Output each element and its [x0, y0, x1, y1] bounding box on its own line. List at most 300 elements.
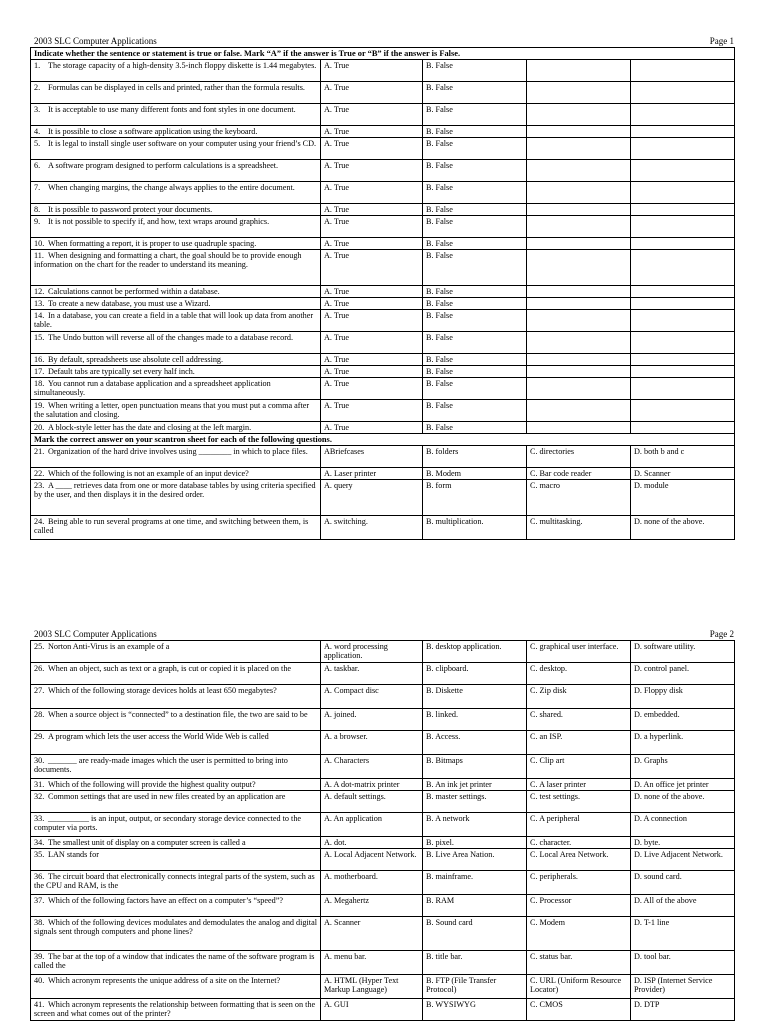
- answer-option-b: B. title bar.: [423, 951, 527, 975]
- question-cell: [31, 138, 321, 160]
- question-cell: [31, 871, 321, 895]
- question-row: [31, 446, 735, 468]
- question-cell: [31, 791, 321, 813]
- answer-option-a: A. switching.: [321, 516, 423, 540]
- question-number: 6.: [34, 161, 41, 170]
- answer-option-a: A. default settings.: [321, 791, 423, 813]
- answer-option-b: B. False: [423, 400, 527, 422]
- answer-option-d: D. control panel.: [631, 663, 735, 685]
- question-text: The storage capacity of a high-density 3.5-inch floppy diskette is 1.44 megabytes.: [48, 61, 317, 70]
- answer-option-b: B. False: [423, 204, 527, 216]
- answer-option-d: [631, 216, 735, 238]
- answer-option-d: D. Graphs: [631, 755, 735, 779]
- answer-option-b: B. Sound card: [423, 917, 527, 951]
- page-header: [30, 628, 736, 640]
- header-title: 2003 SLC Computer Applications: [34, 36, 157, 46]
- answer-option-d: [631, 160, 735, 182]
- question-text: The circuit board that electronically connects integral parts of the system, such as the CPU and RAM, is the: [34, 872, 315, 890]
- question-cell: [31, 516, 321, 540]
- answer-option-d: D. ISP (Internet Service Provider): [631, 975, 735, 999]
- answer-option-d: [631, 182, 735, 204]
- page-number: Page 1: [709, 36, 734, 46]
- answer-option-a: A. Local Adjacent Network.: [321, 849, 423, 871]
- question-number: 12.: [34, 287, 45, 296]
- answer-option-c: [527, 354, 631, 366]
- answer-option-a: A. True: [321, 400, 423, 422]
- answer-option-d: D. An office jet printer: [631, 779, 735, 791]
- answer-option-c: [527, 286, 631, 298]
- question-cell: [31, 378, 321, 400]
- answer-option-a: A. True: [321, 60, 423, 82]
- question-number: 37.: [34, 896, 45, 905]
- answer-option-b: B. False: [423, 286, 527, 298]
- question-number: 14.: [34, 311, 45, 320]
- answer-option-d: D. byte.: [631, 837, 735, 849]
- answer-option-b: B. form: [423, 480, 527, 516]
- question-text: __________ is an input, output, or secondary storage device connected to the computer via ports.: [34, 814, 302, 832]
- section-title: Indicate whether the sentence or statement is true or false. Mark “A” if the answer is True or “B” if the answer is False.: [31, 48, 735, 60]
- answer-option-c: C. an ISP.: [527, 731, 631, 755]
- answer-option-d: [631, 104, 735, 126]
- answer-option-d: D. Scanner: [631, 468, 735, 480]
- answer-option-a: A. word processing application.: [321, 641, 423, 663]
- answer-option-b: B. False: [423, 422, 527, 434]
- answer-option-c: [527, 60, 631, 82]
- question-cell: [31, 216, 321, 238]
- answer-option-c: C. A laser printer: [527, 779, 631, 791]
- answer-option-a: A. True: [321, 286, 423, 298]
- question-table-page-2: [30, 640, 735, 1021]
- answer-option-d: D. both b and c: [631, 446, 735, 468]
- answer-option-d: [631, 400, 735, 422]
- answer-option-b: B. False: [423, 182, 527, 204]
- answer-option-b: B. False: [423, 138, 527, 160]
- question-text: Which of the following storage devices holds at least 650 megabytes?: [48, 686, 277, 695]
- question-number: 33.: [34, 814, 45, 823]
- question-cell: [31, 663, 321, 685]
- question-row: [31, 182, 735, 204]
- answer-option-a: A. True: [321, 298, 423, 310]
- question-cell: [31, 849, 321, 871]
- answer-option-b: B. clipboard.: [423, 663, 527, 685]
- answer-option-b: B. False: [423, 298, 527, 310]
- answer-option-b: B. master settings.: [423, 791, 527, 813]
- answer-option-b: B. Live Area Nation.: [423, 849, 527, 871]
- question-cell: [31, 82, 321, 104]
- answer-option-a: A. menu bar.: [321, 951, 423, 975]
- question-row: [31, 422, 735, 434]
- answer-option-c: [527, 332, 631, 354]
- question-number: 28.: [34, 710, 45, 719]
- question-cell: [31, 975, 321, 999]
- question-row: [31, 216, 735, 238]
- answer-option-b: B. False: [423, 126, 527, 138]
- answer-option-a: A. True: [321, 82, 423, 104]
- answer-option-a: A. GUI: [321, 999, 423, 1021]
- answer-option-b: B. Modem: [423, 468, 527, 480]
- answer-option-a: A. True: [321, 104, 423, 126]
- question-text: It is possible to close a software application using the keyboard.: [48, 127, 258, 136]
- answer-option-c: C. test settings.: [527, 791, 631, 813]
- answer-option-b: B. False: [423, 104, 527, 126]
- answer-option-d: [631, 82, 735, 104]
- question-text: Which of the following factors have an effect on a computer’s “speed”?: [48, 896, 283, 905]
- answer-option-a: A. True: [321, 216, 423, 238]
- question-cell: [31, 779, 321, 791]
- answer-option-d: [631, 238, 735, 250]
- question-row: [31, 731, 735, 755]
- answer-option-a: A. True: [321, 182, 423, 204]
- question-row: [31, 663, 735, 685]
- answer-option-a: A. joined.: [321, 709, 423, 731]
- question-number: 29.: [34, 732, 45, 741]
- answer-option-c: C. Local Area Network.: [527, 849, 631, 871]
- answer-option-d: [631, 204, 735, 216]
- question-cell: [31, 104, 321, 126]
- question-row: [31, 126, 735, 138]
- question-text: _______ are ready-made images which the user is permitted to bring into documents.: [34, 756, 288, 774]
- answer-option-a: A. An application: [321, 813, 423, 837]
- question-cell: [31, 204, 321, 216]
- question-cell: [31, 298, 321, 310]
- answer-option-a: A. True: [321, 126, 423, 138]
- answer-option-d: [631, 332, 735, 354]
- question-row: [31, 238, 735, 250]
- question-cell: [31, 999, 321, 1021]
- answer-option-c: [527, 216, 631, 238]
- question-cell: [31, 755, 321, 779]
- question-cell: [31, 917, 321, 951]
- question-row: [31, 709, 735, 731]
- question-text: You cannot run a database application and a spreadsheet application simultaneously.: [34, 379, 271, 397]
- question-cell: [31, 400, 321, 422]
- answer-option-d: [631, 310, 735, 332]
- answer-option-a: A. True: [321, 332, 423, 354]
- question-row: [31, 779, 735, 791]
- question-number: 7.: [34, 183, 41, 192]
- answer-option-d: D. All of the above: [631, 895, 735, 917]
- question-number: 8.: [34, 205, 41, 214]
- answer-option-b: B. False: [423, 82, 527, 104]
- question-row: [31, 138, 735, 160]
- answer-option-d: [631, 126, 735, 138]
- answer-option-d: D. T-1 line: [631, 917, 735, 951]
- answer-option-b: B. False: [423, 216, 527, 238]
- section-instructions-multiple-choice: [31, 434, 735, 446]
- question-cell: [31, 286, 321, 298]
- answer-option-a: A. Compact disc: [321, 685, 423, 709]
- answer-option-a: A. True: [321, 160, 423, 182]
- answer-option-c: [527, 400, 631, 422]
- answer-option-c: [527, 138, 631, 160]
- exam-page-1: [30, 35, 736, 540]
- question-row: [31, 298, 735, 310]
- answer-option-b: B. False: [423, 332, 527, 354]
- question-number: 16.: [34, 355, 45, 364]
- question-cell: [31, 731, 321, 755]
- question-cell: [31, 422, 321, 434]
- question-text: Which acronym represents the relationship between formatting that is seen on the screen and what comes out of the printer?: [34, 1000, 316, 1018]
- answer-option-d: D. module: [631, 480, 735, 516]
- answer-option-c: C. Processor: [527, 895, 631, 917]
- question-row: [31, 951, 735, 975]
- answer-option-d: D. none of the above.: [631, 791, 735, 813]
- question-row: [31, 999, 735, 1021]
- question-text: It is legal to install single user software on your computer using your friend’s CD.: [48, 139, 317, 148]
- answer-option-d: D. software utility.: [631, 641, 735, 663]
- question-row: [31, 60, 735, 82]
- answer-option-b: B. multiplication.: [423, 516, 527, 540]
- answer-option-c: C. Clip art: [527, 755, 631, 779]
- answer-option-b: B. Bitmaps: [423, 755, 527, 779]
- question-text: It is acceptable to use many different fonts and font styles in one document.: [48, 105, 296, 114]
- answer-option-c: [527, 182, 631, 204]
- question-cell: [31, 813, 321, 837]
- answer-option-c: [527, 204, 631, 216]
- answer-option-d: [631, 378, 735, 400]
- question-cell: [31, 468, 321, 480]
- answer-option-c: [527, 366, 631, 378]
- answer-option-a: A. HTML (Hyper Text Markup Language): [321, 975, 423, 999]
- question-text: Which of the following devices modulates and demodulates the analog and digital signals sent through computers and phone lines?: [34, 918, 317, 936]
- question-cell: [31, 480, 321, 516]
- question-text: It is not possible to specify if, and how, text wraps around graphics.: [48, 217, 270, 226]
- answer-option-c: C. URL (Uniform Resource Locator): [527, 975, 631, 999]
- question-text: Being able to run several programs at one time, and switching between them, is called: [34, 517, 309, 535]
- question-table-page-1: [30, 47, 735, 540]
- answer-option-d: D. a hyperlink.: [631, 731, 735, 755]
- answer-option-d: D. DTP: [631, 999, 735, 1021]
- answer-option-a: A. True: [321, 250, 423, 286]
- question-number: 25.: [34, 642, 45, 651]
- question-text: Which of the following is not an example of an input device?: [48, 469, 249, 478]
- question-number: 23.: [34, 481, 45, 490]
- question-text: The smallest unit of display on a computer screen is called a: [48, 838, 246, 847]
- answer-option-b: B. False: [423, 60, 527, 82]
- answer-option-b: B. A network: [423, 813, 527, 837]
- question-cell: [31, 354, 321, 366]
- question-text: When a source object is “connected” to a destination file, the two are said to be: [48, 710, 308, 719]
- question-text: When designing and formatting a chart, the goal should be to provide enough information on the chart for the reader to understand its meaning.: [34, 251, 302, 269]
- question-text: It is possible to password protect your documents.: [48, 205, 213, 214]
- question-cell: [31, 895, 321, 917]
- question-cell: [31, 366, 321, 378]
- answer-option-c: [527, 238, 631, 250]
- question-number: 5.: [34, 139, 41, 148]
- answer-option-b: B. False: [423, 366, 527, 378]
- question-text: A ____ retrieves data from one or more database tables by using criteria specified by the user, and then displays it in the desired order.: [34, 481, 316, 499]
- answer-option-d: [631, 250, 735, 286]
- answer-option-a: A. Laser printer: [321, 468, 423, 480]
- question-number: 11.: [34, 251, 44, 260]
- question-cell: [31, 310, 321, 332]
- answer-option-a: A. Scanner: [321, 917, 423, 951]
- question-row: [31, 378, 735, 400]
- question-text: The bar at the top of a window that indicates the name of the software program is called the: [34, 952, 315, 970]
- question-cell: [31, 160, 321, 182]
- question-number: 10.: [34, 239, 45, 248]
- question-number: 36.: [34, 872, 45, 881]
- question-row: [31, 837, 735, 849]
- answer-option-c: [527, 422, 631, 434]
- answer-option-d: [631, 286, 735, 298]
- answer-option-c: C. peripherals.: [527, 871, 631, 895]
- answer-option-d: [631, 298, 735, 310]
- question-row: [31, 400, 735, 422]
- question-row: [31, 755, 735, 779]
- header-title: 2003 SLC Computer Applications: [34, 629, 157, 639]
- answer-option-b: B. FTP (File Transfer Protocol): [423, 975, 527, 999]
- answer-option-c: C. character.: [527, 837, 631, 849]
- question-row: [31, 354, 735, 366]
- answer-option-d: D. Live Adjacent Network.: [631, 849, 735, 871]
- question-text: LAN stands for: [48, 850, 99, 859]
- question-number: 39.: [34, 952, 45, 961]
- question-cell: [31, 709, 321, 731]
- question-text: When formatting a report, it is proper to use quadruple spacing.: [48, 239, 257, 248]
- question-text: Which acronym represents the unique address of a site on the Internet?: [48, 976, 281, 985]
- question-row: [31, 82, 735, 104]
- question-cell: [31, 238, 321, 250]
- answer-option-a: A. True: [321, 354, 423, 366]
- page-header: [30, 35, 736, 47]
- question-number: 26.: [34, 664, 45, 673]
- answer-option-b: B. An ink jet printer: [423, 779, 527, 791]
- section-title: Mark the correct answer on your scantron sheet for each of the following questions.: [31, 434, 735, 446]
- question-text: When an object, such as text or a graph, is cut or copied it is placed on the: [48, 664, 292, 673]
- question-text: When writing a letter, open punctuation means that you must put a comma after the salutation and closing.: [34, 401, 310, 419]
- answer-option-c: [527, 104, 631, 126]
- answer-option-d: D. A connection: [631, 813, 735, 837]
- question-number: 9.: [34, 217, 41, 226]
- answer-option-a: A. query: [321, 480, 423, 516]
- answer-option-d: [631, 366, 735, 378]
- question-row: [31, 895, 735, 917]
- question-row: [31, 975, 735, 999]
- question-number: 40.: [34, 976, 45, 985]
- question-number: 32.: [34, 792, 45, 801]
- question-cell: [31, 641, 321, 663]
- question-cell: [31, 951, 321, 975]
- answer-option-c: [527, 378, 631, 400]
- question-text: Formulas can be displayed in cells and printed, rather than the formula results.: [48, 83, 305, 92]
- question-number: 31.: [34, 780, 45, 789]
- answer-option-b: B. False: [423, 354, 527, 366]
- answer-option-d: D. sound card.: [631, 871, 735, 895]
- question-row: [31, 791, 735, 813]
- answer-option-c: C. status bar.: [527, 951, 631, 975]
- answer-option-a: A. True: [321, 422, 423, 434]
- question-row: [31, 310, 735, 332]
- answer-option-a: A. True: [321, 378, 423, 400]
- answer-option-c: C. macro: [527, 480, 631, 516]
- answer-option-c: C. directories: [527, 446, 631, 468]
- answer-option-b: B. RAM: [423, 895, 527, 917]
- question-text: Which of the following will provide the highest quality output?: [48, 780, 256, 789]
- question-number: 15.: [34, 333, 45, 342]
- question-row: [31, 204, 735, 216]
- question-row: [31, 366, 735, 378]
- answer-option-d: D. embedded.: [631, 709, 735, 731]
- section-instructions-true-false: [31, 48, 735, 60]
- question-number: 1.: [34, 61, 41, 70]
- answer-option-b: B. Diskette: [423, 685, 527, 709]
- question-number: 17.: [34, 367, 45, 376]
- question-number: 4.: [34, 127, 41, 136]
- question-number: 18.: [34, 379, 45, 388]
- question-text: Default tabs are typically set every half inch.: [48, 367, 195, 376]
- question-cell: [31, 446, 321, 468]
- question-row: [31, 286, 735, 298]
- question-number: 22.: [34, 469, 45, 478]
- answer-option-c: C. multitasking.: [527, 516, 631, 540]
- question-row: [31, 685, 735, 709]
- answer-option-b: B. linked.: [423, 709, 527, 731]
- question-cell: [31, 126, 321, 138]
- answer-option-b: B. False: [423, 250, 527, 286]
- question-number: 3.: [34, 105, 41, 114]
- question-row: [31, 641, 735, 663]
- answer-option-a: A. True: [321, 310, 423, 332]
- answer-option-d: [631, 138, 735, 160]
- answer-option-c: C. Bar code reader: [527, 468, 631, 480]
- answer-option-a: A. Characters: [321, 755, 423, 779]
- question-cell: [31, 685, 321, 709]
- question-row: [31, 332, 735, 354]
- answer-option-b: B. pixel.: [423, 837, 527, 849]
- question-cell: [31, 332, 321, 354]
- answer-option-a: A. True: [321, 238, 423, 250]
- question-cell: [31, 837, 321, 849]
- answer-option-a: A. Megahertz: [321, 895, 423, 917]
- question-number: 27.: [34, 686, 45, 695]
- question-text: A block-style letter has the date and closing at the left margin.: [48, 423, 252, 432]
- question-text: Common settings that are used in new files created by an application are: [48, 792, 286, 801]
- page-number: Page 2: [709, 629, 734, 639]
- question-number: 21.: [34, 447, 45, 456]
- question-row: [31, 849, 735, 871]
- answer-option-c: C. graphical user interface.: [527, 641, 631, 663]
- question-text: Calculations cannot be performed within a database.: [48, 287, 220, 296]
- question-number: 20.: [34, 423, 45, 432]
- answer-option-d: D. Floppy disk: [631, 685, 735, 709]
- answer-option-c: C. CMOS: [527, 999, 631, 1021]
- answer-option-c: [527, 250, 631, 286]
- answer-option-d: [631, 354, 735, 366]
- answer-option-c: [527, 160, 631, 182]
- answer-option-c: [527, 126, 631, 138]
- question-row: [31, 104, 735, 126]
- answer-option-c: [527, 310, 631, 332]
- question-text: A software program designed to perform calculations is a spreadsheet.: [48, 161, 279, 170]
- question-cell: [31, 60, 321, 82]
- question-number: 30.: [34, 756, 45, 765]
- answer-option-c: C. Zip disk: [527, 685, 631, 709]
- answer-option-d: D. none of the above.: [631, 516, 735, 540]
- answer-option-b: B. Access.: [423, 731, 527, 755]
- answer-option-c: C. desktop.: [527, 663, 631, 685]
- answer-option-d: [631, 422, 735, 434]
- answer-option-b: B. desktop application.: [423, 641, 527, 663]
- question-cell: [31, 250, 321, 286]
- question-row: [31, 871, 735, 895]
- answer-option-c: [527, 82, 631, 104]
- answer-option-a: A. True: [321, 138, 423, 160]
- answer-option-d: [631, 60, 735, 82]
- exam-page-2: [30, 628, 736, 1021]
- question-number: 34.: [34, 838, 45, 847]
- question-text: To create a new database, you must use a Wizard.: [48, 299, 211, 308]
